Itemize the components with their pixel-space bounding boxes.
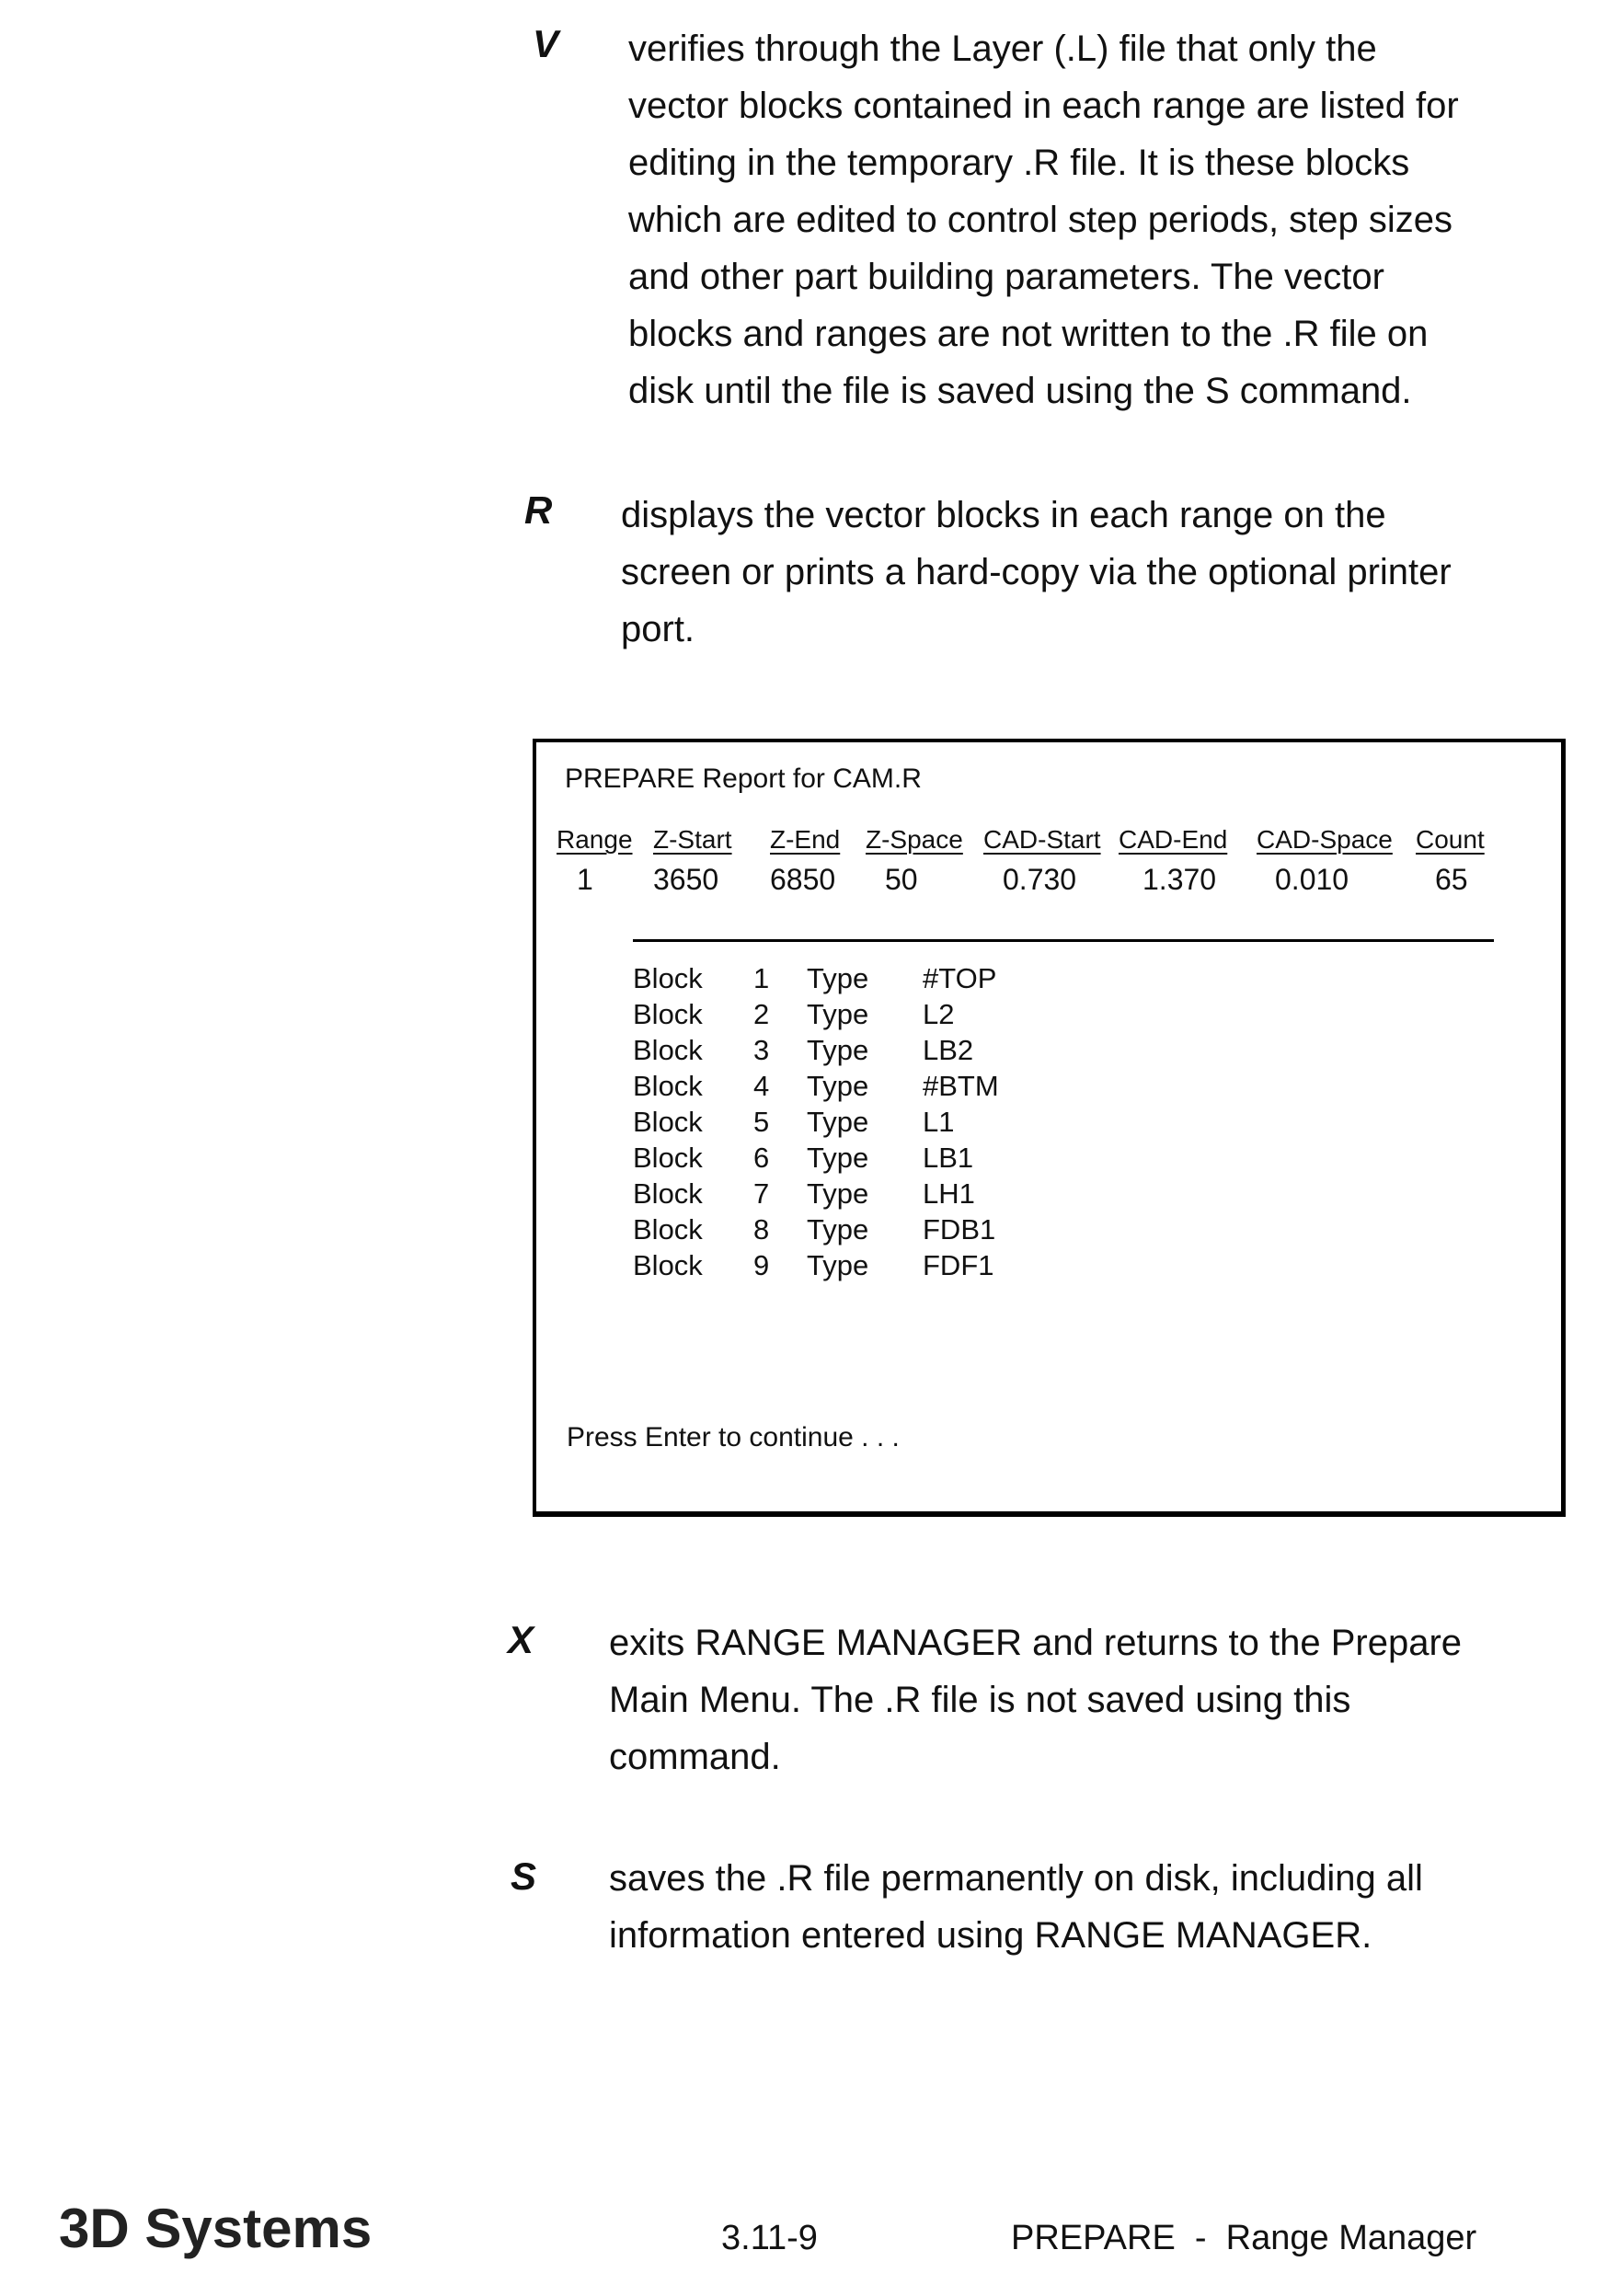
command-x-description: [609, 1614, 1462, 1785]
block-type: FDB1: [923, 1213, 995, 1246]
report-title: PREPARE Report for CAM.R: [565, 763, 922, 795]
block-type: LB2: [923, 1034, 973, 1067]
block-number: 9: [753, 1249, 769, 1282]
block-type: LB1: [923, 1142, 973, 1175]
text-line: and other part building parameters. The vector: [628, 248, 1459, 305]
value-z-space: 50: [885, 863, 918, 897]
footer-page-number: 3.11-9: [721, 2219, 818, 2258]
block-number: 1: [753, 962, 769, 995]
divider-line: [633, 939, 1494, 942]
text-line: vector blocks contained in each range are listed for: [628, 77, 1459, 134]
value-z-start: 3650: [653, 863, 718, 897]
header-z-space: Z-Space: [866, 825, 963, 855]
text-line: blocks and ranges are not written to the .R file on: [628, 305, 1459, 362]
value-count: 65: [1435, 863, 1468, 897]
block-label: Block: [633, 1177, 703, 1211]
type-label: Type: [807, 998, 868, 1031]
type-label: Type: [807, 1249, 868, 1282]
header-range: Range: [557, 825, 633, 855]
type-label: Type: [807, 1106, 868, 1139]
header-cad-space: CAD-Space: [1257, 825, 1393, 855]
command-v-description: [628, 20, 1459, 419]
command-key-v: V: [533, 22, 558, 66]
value-range: 1: [577, 863, 593, 897]
type-label: Type: [807, 1142, 868, 1175]
block-number: 6: [753, 1142, 769, 1175]
type-label: Type: [807, 1034, 868, 1067]
command-s-description: [609, 1850, 1423, 1964]
block-number: 3: [753, 1034, 769, 1067]
text-line: disk until the file is saved using the S command.: [628, 362, 1459, 419]
text-line: verifies through the Layer (.L) file that only the: [628, 20, 1459, 77]
block-number: 4: [753, 1070, 769, 1103]
type-label: Type: [807, 1070, 868, 1103]
text-line: which are edited to control step periods, step sizes: [628, 191, 1459, 248]
footer-company: 3D Systems: [59, 2197, 372, 2260]
header-z-end: Z-End: [770, 825, 840, 855]
block-label: Block: [633, 1142, 703, 1175]
value-cad-end: 1.370: [1142, 863, 1216, 897]
command-key-r: R: [524, 488, 552, 533]
text-line: saves the .R file permanently on disk, including all: [609, 1850, 1423, 1907]
value-cad-space: 0.010: [1275, 863, 1349, 897]
block-type: #BTM: [923, 1070, 999, 1103]
footer-section: PREPARE - Range Manager: [1011, 2219, 1476, 2258]
block-label: Block: [633, 1070, 703, 1103]
block-type: #TOP: [923, 962, 996, 995]
text-line: displays the vector blocks in each range on the: [621, 487, 1452, 544]
block-type: LH1: [923, 1177, 975, 1211]
text-line: screen or prints a hard-copy via the optional printer: [621, 544, 1452, 601]
header-cad-start: CAD-Start: [983, 825, 1101, 855]
type-label: Type: [807, 962, 868, 995]
block-label: Block: [633, 1249, 703, 1282]
header-cad-end: CAD-End: [1119, 825, 1227, 855]
text-line: port.: [621, 601, 1452, 658]
block-label: Block: [633, 1034, 703, 1067]
block-label: Block: [633, 1213, 703, 1246]
value-cad-start: 0.730: [1003, 863, 1076, 897]
block-type: L1: [923, 1106, 954, 1139]
block-type: L2: [923, 998, 954, 1031]
command-key-x: X: [508, 1618, 534, 1662]
block-label: Block: [633, 998, 703, 1031]
header-count: Count: [1416, 825, 1485, 855]
block-label: Block: [633, 1106, 703, 1139]
block-number: 8: [753, 1213, 769, 1246]
command-key-s: S: [511, 1854, 536, 1899]
command-r-description: [621, 487, 1452, 658]
type-label: Type: [807, 1213, 868, 1246]
value-z-end: 6850: [770, 863, 835, 897]
block-number: 5: [753, 1106, 769, 1139]
block-type: FDF1: [923, 1249, 994, 1282]
block-number: 2: [753, 998, 769, 1031]
block-number: 7: [753, 1177, 769, 1211]
header-z-start: Z-Start: [653, 825, 732, 855]
text-line: information entered using RANGE MANAGER.: [609, 1907, 1423, 1964]
text-line: Main Menu. The .R file is not saved using this: [609, 1671, 1462, 1728]
type-label: Type: [807, 1177, 868, 1211]
text-line: exits RANGE MANAGER and returns to the Prepare: [609, 1614, 1462, 1671]
text-line: command.: [609, 1728, 1462, 1785]
block-label: Block: [633, 962, 703, 995]
text-line: editing in the temporary .R file. It is these blocks: [628, 134, 1459, 191]
continue-prompt: Press Enter to continue . . .: [567, 1422, 900, 1453]
